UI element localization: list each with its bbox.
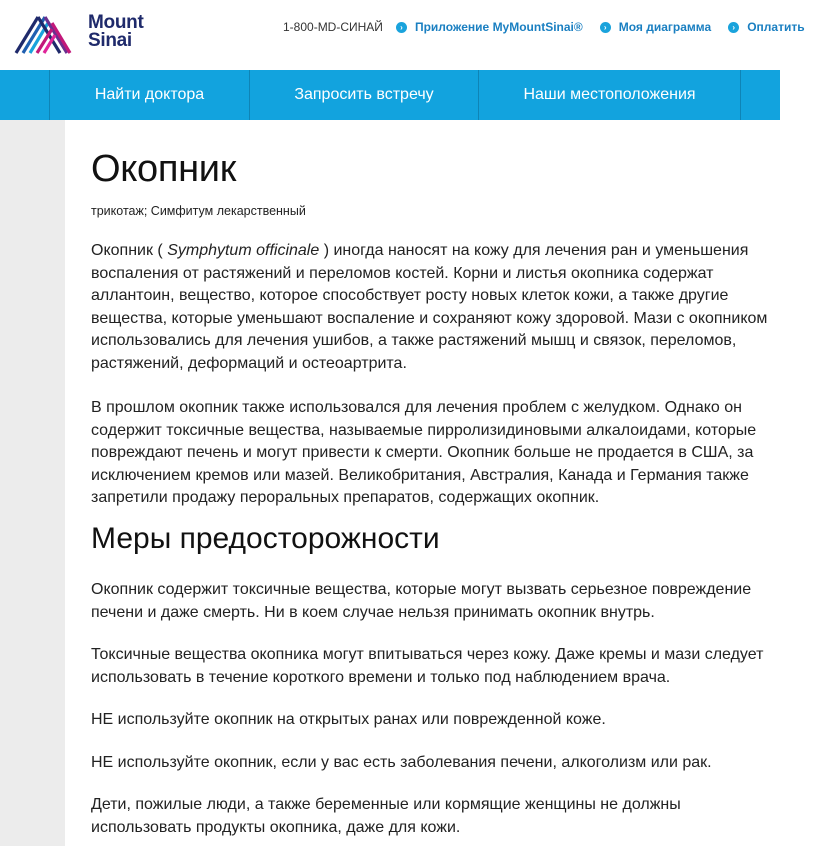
intro-paragraph (91, 240, 771, 375)
latin-name: Symphytum officinale (167, 242, 320, 259)
chevron-right-icon: › (728, 22, 739, 33)
page-title: Окопник (91, 148, 237, 190)
logo-line-mount: Mount (88, 12, 144, 33)
nav-our-locations[interactable]: Наши местоположения (479, 70, 741, 120)
nav-find-doctor[interactable]: Найти доктора (50, 70, 250, 120)
left-gutter (0, 120, 65, 846)
history-paragraph: В прошлом окопник также использовался для лечения проблем с желудком. Однако он содержит токсичные вещества, называемые пирролизидиновыми алкалоидами, которые повреждают печень и могут привести к смерти. Окопник больше не продается в США, за исключением кремов или мазей. Великобритания, Австралия, Канада и Германия также запретили продажу пероральных препаратов, содержащих окопник. (91, 399, 757, 506)
my-chart-link[interactable] (600, 20, 711, 34)
top-header (0, 0, 805, 70)
nav-spacer (0, 70, 50, 120)
chevron-right-icon: › (600, 22, 611, 33)
precaution-paragraph-4: НЕ используйте окопник, если у вас есть заболевания печени, алкоголизм или рак. (91, 754, 712, 771)
mount-sinai-logo[interactable] (14, 8, 149, 56)
mymountsinai-app-link[interactable] (396, 20, 583, 34)
intro-text-start: Окопник ( (91, 242, 168, 259)
intro-text-rest: ) иногда наносят на кожу для лечения ран и уменьшения воспаления от растяжений и переломов костей. Корни и листья окопника содержат аллантоин, вещество, которое способствует росту новых клеток кожи, а также другие вещества, которые уменьшают воспаление и сохраняют кожу здоровой. Мази с окопником использовались для лечения ушибов, а также растяжений мышц и связок, переломов, растяжений, деформаций и остеоартрита. (91, 242, 768, 372)
pay-label: Оплатить (747, 20, 805, 34)
utility-links (283, 20, 822, 34)
logo-line-sinai: Sinai (88, 30, 132, 51)
main-nav (0, 70, 780, 120)
precautions-heading: Меры предосторожности (91, 522, 440, 555)
logo-mark-icon (14, 9, 82, 55)
pay-link[interactable] (728, 20, 804, 34)
alternate-names: трикотаж; Симфитум лекарственный (91, 204, 306, 218)
precaution-paragraph-1: Окопник содержит токсичные вещества, которые могут вызвать серьезное повреждение печени и даже смерть. Ни в коем случае нельзя принимать окопник внутрь. (91, 581, 752, 621)
precaution-paragraph-5: Дети, пожилые люди, а также беременные или кормящие женщины не должны использовать продукты окопника, даже для кожи. (91, 796, 681, 836)
my-chart-label: Моя диаграмма (618, 20, 712, 34)
phone-link[interactable]: 1-800-MD-СИНАЙ (283, 20, 383, 34)
precaution-paragraph-2: Токсичные вещества окопника могут впитываться через кожу. Даже кремы и мази следует использовать в течение короткого времени и только под наблюдением врача. (91, 646, 764, 686)
nav-request-appointment[interactable]: Запросить встречу (250, 70, 479, 120)
chevron-right-icon: › (396, 22, 407, 33)
mymountsinai-app-label: Приложение MyMountSinai® (414, 20, 583, 34)
precaution-paragraph-3: НЕ используйте окопник на открытых ранах или поврежденной коже. (91, 711, 606, 728)
logo-wordmark (88, 14, 143, 50)
